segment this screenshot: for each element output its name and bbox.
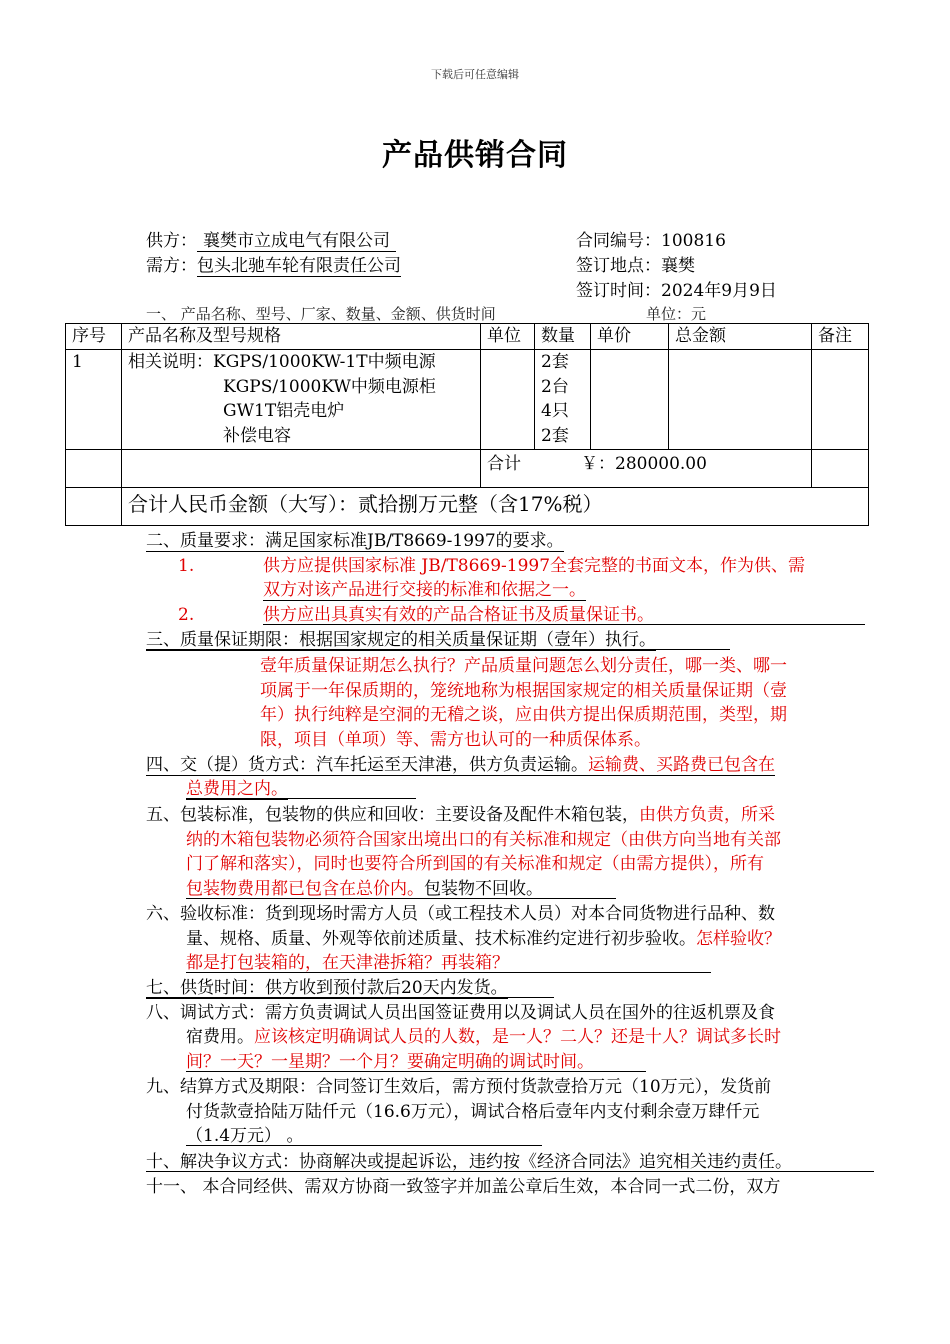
clause-3: 三、质量保证期限：根据国家规定的相关质量保证期（壹年）执行。 xyxy=(146,630,656,650)
clause-2-2: 供方应出具真实有效的产品合格证书及质量保证书。 xyxy=(263,605,654,625)
buyer-line xyxy=(146,251,401,276)
clause-9: 九、结算方式及期限：合同签订生效后，需方预付货款壹拾万元（10万元），发货前 xyxy=(146,1077,772,1097)
buyer-name: 包头北驰车轮有限责任公司 xyxy=(197,256,401,276)
underline xyxy=(146,649,730,650)
clause-8-b: 宿费用。应该核定明确调试人员的人数，是一人？二人？还是十人？调试多长时 xyxy=(186,1027,781,1047)
clause-8: 八、调试方式：需方负责调试人员出国签证费用以及调试人员在国外的往返机票及食 xyxy=(146,1003,775,1023)
section1-heading: 一、 产品名称、型号、厂家、数量、金额、供货时间 xyxy=(146,305,496,323)
total-label: 合计 xyxy=(487,454,521,474)
row-number: 1 xyxy=(66,350,122,450)
supplier-name: 襄樊市立成电气有限公司 xyxy=(197,231,396,252)
quantities xyxy=(535,350,591,450)
col-header: 数量 xyxy=(535,324,591,350)
col-header: 产品名称及型号规格 xyxy=(122,324,481,350)
clause-9-b: 付货款壹拾陆万陆仟元（16.6万元），调试合格后壹年内支付剩余壹万肆仟元 xyxy=(186,1102,760,1122)
product-names xyxy=(122,350,481,450)
clause-11: 十一、 本合同经供、需双方协商一致签字并加盖公章后生效，本合同一式二份，双方 xyxy=(146,1177,781,1197)
table-row xyxy=(66,350,869,450)
total-row xyxy=(66,450,869,488)
product-table xyxy=(65,323,869,526)
quantity: 2台 xyxy=(541,376,569,397)
clause-5-c: 门了解和落实），同时也要符合所到国的有关标准和规定（由需方提供），所有 xyxy=(186,854,764,874)
table-header-row xyxy=(66,324,869,350)
underline xyxy=(186,898,616,899)
clause-7: 七、供货时间：供方收到预付款后20天内发货。 xyxy=(146,978,508,998)
clause-2-1-b: 双方对该产品进行交接的标准和依据之一。 xyxy=(263,580,586,600)
supplier-label: 供方： xyxy=(146,231,197,251)
sign-time: 签订时间：2024年9月9日 xyxy=(576,281,777,301)
unit-price-cell xyxy=(591,350,669,450)
clause-2-1-a: 供方应提供国家标准 JB/T8669-1997全套完整的书面文本，作为供、需 xyxy=(263,556,806,576)
clause-5-b: 纳的木箱包装物必须符合国家出境出口的有关标准和规定（由供方向当地有关部 xyxy=(186,830,781,850)
clause-9-c: （1.4万元） 。 xyxy=(186,1126,304,1146)
remark-cell xyxy=(812,350,869,450)
clause-10: 十、解决争议方式：协商解决或提起诉讼，违约按《经济合同法》追究相关违约责任。 xyxy=(146,1152,792,1172)
total-amount-cell xyxy=(669,350,812,450)
product-name: KGPS/1000KW中频电源柜 xyxy=(223,376,436,397)
rmb-total-row xyxy=(66,488,869,526)
underline xyxy=(186,1145,542,1146)
unit-cell xyxy=(481,350,535,450)
clause-6-b: 量、规格、质量、外观等依前述质量、技术标准约定进行初步验收。怎样验收？ xyxy=(186,929,781,949)
product-name: 补偿电容 xyxy=(223,425,291,446)
quantity: 2套 xyxy=(541,425,569,446)
clause-5-d: 包装物费用都已包含在总价内。包装物不回收。 xyxy=(186,879,543,899)
clause-2-1-number: 1. xyxy=(178,556,195,576)
underline xyxy=(146,1171,874,1172)
underline xyxy=(186,972,711,973)
clause-4: 四、交（提）货方式：汽车托运至天津港，供方负责运输。运输费、买路费已包含在 xyxy=(146,755,775,775)
buyer-label: 需方： xyxy=(146,256,197,276)
col-header: 备注 xyxy=(812,324,869,350)
underline xyxy=(263,624,865,625)
underline xyxy=(186,1071,646,1072)
contract-number: 合同编号：100816 xyxy=(576,231,726,251)
section1-unit: 单位：元 xyxy=(646,305,707,323)
underline xyxy=(146,997,554,998)
total-value: ￥：280000.00 xyxy=(581,454,707,474)
clause-6: 六、验收标准：货到现场时需方人员（或工程技术人员）对本合同货物进行品种、数 xyxy=(146,904,775,924)
clause-4-b: 总费用之内。 xyxy=(186,779,288,799)
underline xyxy=(186,798,416,799)
total-cell xyxy=(481,450,812,488)
clause-2-2-number: 2. xyxy=(178,605,195,625)
sign-place: 签订地点：襄樊 xyxy=(576,256,695,276)
quantity: 4只 xyxy=(541,401,569,421)
product-name: 相关说明：KGPS/1000KW-1T中频电源 xyxy=(128,352,436,372)
col-header: 序号 xyxy=(66,324,122,350)
product-name: GW1T铝壳电炉 xyxy=(223,401,345,421)
clause-6-c: 都是打包装箱的，在天津港拆箱？再装箱？ xyxy=(186,953,509,973)
clause-3-note: 壹年质量保证期怎么执行？产品质量问题怎么划分责任，哪一类、哪一 项属于一年保质期的，笼统地称为根据国家规定的相关质量保证期（壹 年）执行纯粹是空洞的无稽之谈，应由供方提出保质期范围，类型，期 限，项目（单项）等、需方也认可的一种质保体系。 xyxy=(260,656,787,750)
clause-2: 二、质量要求：满足国家标准JB/T8669-1997的要求。 xyxy=(146,531,564,551)
header-note: 下载后可任意编辑 xyxy=(431,68,519,81)
rmb-total: 合计人民币金额（大写）：贰拾捌万元整（含17%税） xyxy=(122,488,869,526)
clause-8-c: 间？一天？一星期？一个月？要确定明确的调试时间。 xyxy=(186,1052,594,1072)
col-header: 单位 xyxy=(481,324,535,350)
quantity: 2套 xyxy=(541,352,569,372)
page-title: 产品供销合同 xyxy=(382,138,568,173)
col-header: 单价 xyxy=(591,324,669,350)
col-header: 总金额 xyxy=(669,324,812,350)
clause-5: 五、包装标准，包装物的供应和回收：主要设备及配件木箱包装，由供方负责，所采 xyxy=(146,805,775,825)
supplier-line xyxy=(146,226,396,251)
